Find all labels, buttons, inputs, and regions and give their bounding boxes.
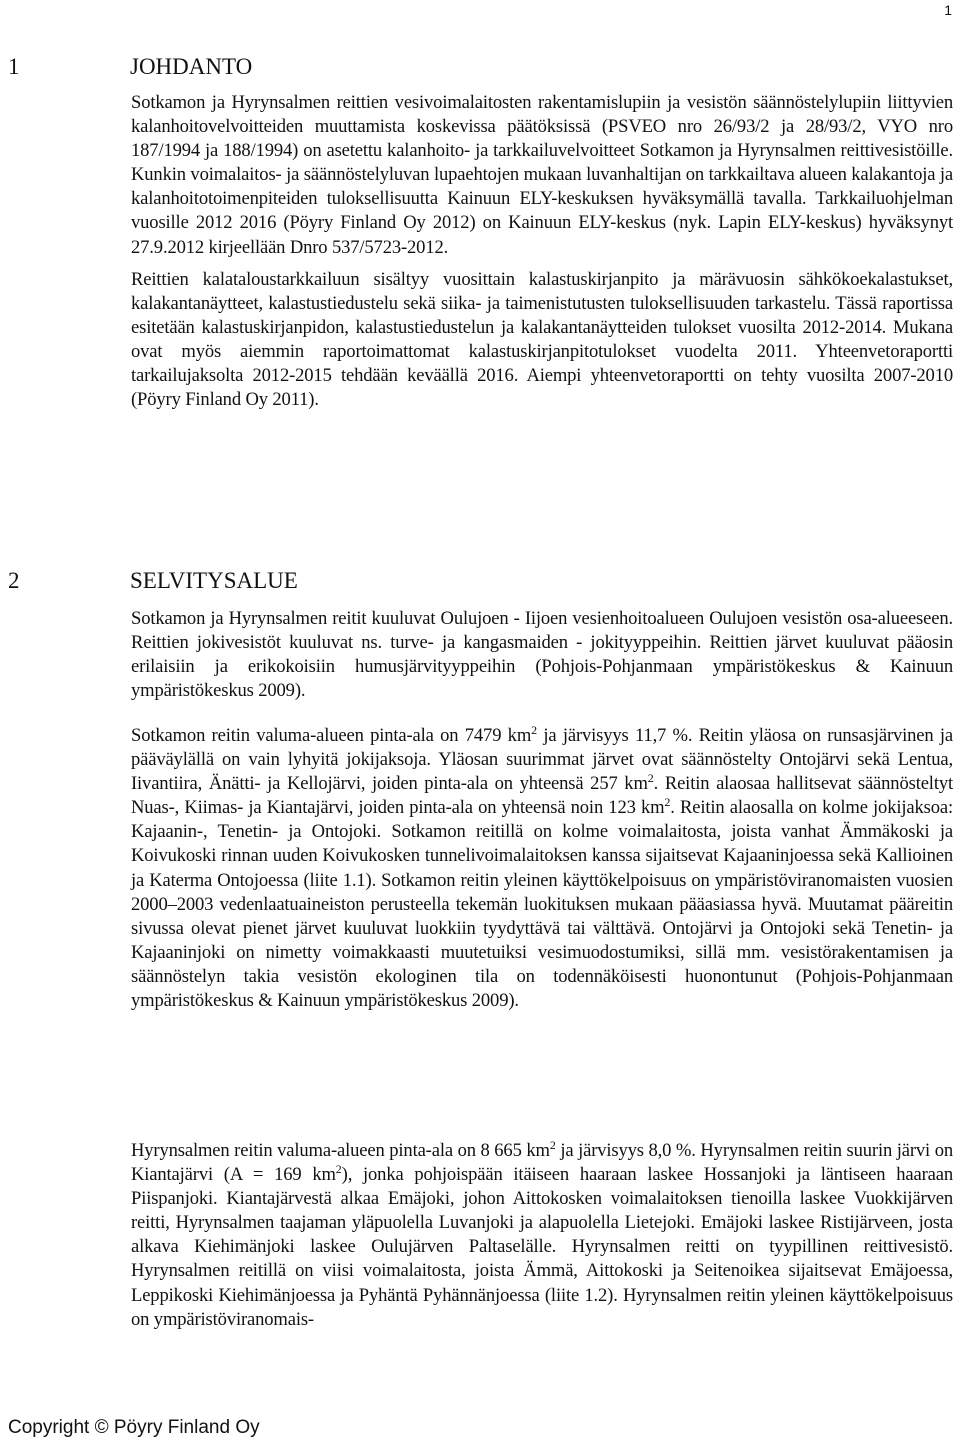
text-run: Hyrynsalmen reitin valuma-alueen pinta-ala on 8 665 km [131, 1140, 550, 1161]
section-1-body [131, 91, 953, 412]
section-2-intro [131, 607, 953, 703]
text-run: . Reitin alaosalla on kolme jokijaksoa: Kajaanin-, Tenetin- ja Ontojoki. Sotkamon reitillä on kolme voimalaitosta, joista vanhat Ämmäkoski ja Koivukoski rinnan uuden Koivukosken tunnelivoimalaitoksen kanssa sijaitsevat Kajaaninjoessa sekä Kallioinen ja Katerma Ontojoessa (liite 1.1). Sotkamon reitin yleinen käyttökelpoisuus on ympäristöviranomaisten vuosien 2000–2003 vedenlaatuaineiston perusteella tekemän luokituksen mukaan pääasiassa hyvä. Muutamat pääreitin sivussa olevat pienet järvet kuuluvat luokkiin tyydyttävä tai välttävä. Ontojärvi ja Ontojoki sekä Tenetin- ja Kajaaninjoki on nimetty voimakkaasti muutetuiksi vesimuodostumiksi, sillä mm. vesistörakentamisen ja säännöstelyn takia vesistön ekologinen tila on todennäköisesti huonontunut (Pohjois-Pohjanmaan ympäristökeskus & Kainuun ympäristökeskus 2009). [131, 797, 953, 1012]
paragraph: Reittien kalataloustarkkailuun sisältyy vuosittain kalastuskirjanpito ja märävuosin sähkökoekalastukset, kalakantanäytteet, kalastustiedustelu sekä siika- ja taimenistutusten tuloksellisuuden tarkastelu. Tässä raportissa esitetään kalastuskirjanpidon, kalastustiedustelun ja kalakantanäytteiden tulokset vuosilta 2012-2014. Mukana ovat myös aiemmin raportoimattomat kalastuskirjanpitotulokset vuodelta 2011. Yhteenvetoraportti tarkailujaksolta 2012-2015 tehdään keväällä 2016. Aiempi yhteenvetoraportti on tehty vuosilta 2007-2010 (Pöyry Finland Oy 2011). [131, 268, 953, 411]
page-number: 1 [944, 2, 952, 18]
section-heading-selvitysalue [8, 568, 298, 594]
paragraph: Sotkamon ja Hyrynsalmen reitit kuuluvat Oulujoen - Iijoen vesienhoitoalueen Oulujoen vesistön osa-alueeseen. Reittien jokivesistöt kuuluvat ns. turve- ja kangasmaiden - jokityyppeihin. Reittien järvet kuuluvat pääosin erilaisiin ja erikokoisiin humusjärvityyppeihin (Pohjois-Pohjanmaan ympäristökeskus & Kainuun ympäristökeskus 2009). [131, 608, 953, 702]
superscript: 2 [531, 723, 538, 737]
paragraph-hyrynsalmi [131, 1139, 953, 1332]
text-run: Sotkamon reitin valuma-alueen pinta-ala on 7479 km [131, 725, 532, 746]
section-2-sotkamo [131, 724, 953, 1013]
superscript: 2 [549, 1138, 556, 1152]
paragraph: Sotkamon ja Hyrynsalmen reittien vesivoimalaitosten rakentamislupiin ja vesistön säännöstelylupiin liittyvien kalanhoitovelvoitteiden muuttamista koskevissa päätöksissä (PSVEO nro 26/93/2 ja 28/93/2, VYO nro 187/1994 ja 188/1994) on asetettu kalanhoito- ja tarkkailuvelvoitteet Sotkamon ja Hyrynsalmen reittivesistöille. Kunkin voimalaitos- ja säännöstelyluvan lupaehtojen mukaan luvanhaltijan on tarkkailtava alueen kalakantoja ja kalanhoitotoimenpiteiden tuloksellisuutta Kainuun ELY-keskuksen hyväksymällä tavalla. Tarkkailuohjelman vuosille 2012 2016 (Pöyry Finland Oy 2012) on Kainuun ELY-keskus (nyk. Lapin ELY-keskus) hyväksynyt 27.9.2012 kirjeellään Dnro 537/5723-2012. [131, 92, 953, 258]
text-run: ), jonka pohjoispään itäiseen haaraan laskee Hossanjoki ja läntiseen haaraan Piispanjoki. Kiantajärvestä alkaa Emäjoki, johon Aittokosken voimalaitoksen tienoilla laskee Vuokkijärven reitti, Hyrynsalmen taajaman yläpuolella Luvanjoki ja alapuolella Lietejoki. Emäjoki laskee Ristijärveen, josta alkava Kiehimänjoki laskee Oulujärven Paltaselälle. Hyrynsalmen reitti on tyypillinen reittivesistö. Hyrynsalmen reitillä on viisi voimalaitosta, joista Ämmä, Aittokoski ja Seitenoikea sijaitsevat Emäjoessa, Leppikoski Kiehimänjoessa ja Pyhäntä Pyhännänjoessa (liite 1.2). Hyrynsalmen reitin yleinen käyttökelpoisuus on ympäristöviranomais- [131, 1164, 953, 1330]
superscript: 2 [647, 771, 654, 786]
superscript: 2 [664, 795, 671, 810]
copyright-footer: Copyright © Pöyry Finland Oy [8, 1417, 260, 1438]
text-run: . Reitin alaosaa hallitsevat säännösteltyt Nuas-, Kiimas- ja Kiantajärvi, joiden pinta-ala on yhteensä noin 123 km [131, 773, 954, 819]
text-run: ja järvisyys 8,0 %. Hyrynsalmen reitin suurin järvi on Kiantajärvi (A = 169 km [131, 1140, 953, 1186]
section-title: JOHDANTO [130, 54, 253, 79]
text-run: ja järvisyys 11,7 %. Reitin yläosa on runsasjärvinen ja pääväylällä on vain lyhyitä jokijaksoja. Yläosan suurimmat järvet ovat säännöstelty Ontojärvi sekä Lentua, Iivantiira, Änätti- ja Kellojärvi, joiden pinta-ala on yhteensä 257 km [131, 725, 954, 795]
section-number: 2 [8, 568, 20, 593]
superscript: 2 [335, 1162, 342, 1177]
section-heading-johdanto [8, 54, 252, 80]
paragraph-sotkamo [131, 724, 953, 1013]
section-title: SELVITYSALUE [130, 568, 298, 593]
section-2-hyrynsalmi [131, 1139, 953, 1332]
section-number: 1 [8, 54, 20, 79]
